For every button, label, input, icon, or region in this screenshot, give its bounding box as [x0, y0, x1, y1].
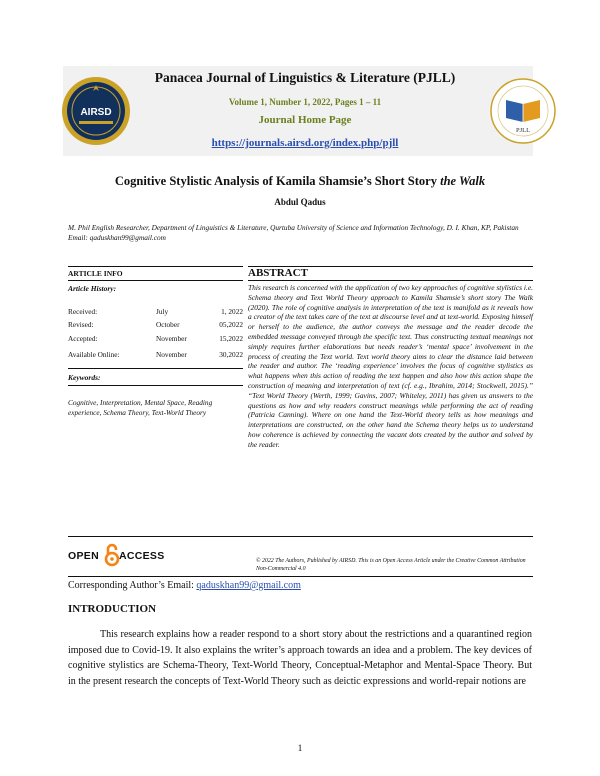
divider [68, 536, 533, 537]
license-statement: © 2022 The Authors, Published by AIRSD. This is an Open Access Article under the Creative Common Attribution Non-Commercial 4.0 [256, 558, 526, 572]
history-row [68, 350, 243, 360]
access-word: ACCESS [118, 550, 165, 562]
corresponding-email-link[interactable]: qaduskhan99@gmail.com [196, 580, 301, 591]
svg-text:AIRSD: AIRSD [80, 107, 112, 118]
paper-title [60, 174, 540, 189]
divider [248, 280, 533, 281]
pjll-logo [490, 78, 556, 144]
history-date: 05,2022 [219, 320, 243, 329]
history-month: October [156, 320, 180, 329]
journal-title: Panacea Journal of Linguistics & Literature (PJLL) [154, 70, 456, 85]
page-number: 1 [297, 744, 303, 754]
keywords-list: Cognitive, Interpretation, Mental Space, Reading experience, Schema Theory, Text-World Theory [68, 398, 213, 417]
paper-title-italic: the Walk [440, 174, 486, 188]
history-month: July [156, 307, 169, 316]
history-date: 15,2022 [219, 334, 243, 343]
divider [68, 385, 243, 386]
history-row [68, 307, 243, 317]
history-month: November [156, 350, 187, 359]
history-label: Revised: [68, 320, 94, 329]
article-history-heading: Article History: [68, 284, 117, 293]
article-info-heading: ARTICLE INFO [68, 269, 123, 278]
history-date: 30,2022 [219, 350, 243, 359]
author-affiliation: M. Phil English Researcher, Department of Linguistics & Literature, Qurtuba University of Science and Information Technology, D. I. Khan, KP, Pakistan Email: qaduskhan99@gmail.com [68, 223, 519, 242]
history-label: Available Online: [68, 350, 120, 359]
corresponding-label: Corresponding Author’s Email: [68, 580, 197, 591]
open-access-word: OPEN [68, 550, 99, 562]
history-row [68, 334, 243, 344]
journal-url-link[interactable]: https://journals.airsd.org/index.php/pjll [211, 137, 399, 149]
volume-info: Volume 1, Number 1, 2022, Pages 1 – 11 [228, 97, 382, 107]
history-label: Received: [68, 307, 98, 316]
author-name: Abdul Qadus [274, 197, 326, 207]
paper-title-main: Cognitive Stylistic Analysis of Kamila Shamsie’s Short Story [114, 174, 441, 188]
history-month: November [156, 334, 187, 343]
introduction-heading: INTRODUCTION [68, 603, 157, 615]
keywords-heading: Keywords: [68, 373, 101, 382]
history-date: 1, 2022 [221, 307, 243, 316]
divider [68, 576, 533, 577]
abstract-heading: ABSTRACT [248, 267, 308, 279]
abstract-text: This research is concerned with the application of two key approaches of cognitive stylistics i.e. Schema theory and Text World Theory approach to Kamila Shamsie’s short story The Walk (2020). The role of cognitive analysis in interpretation of the text is manifold as it reveals how a creator of the text takes care of the text at discourse level and at text-world. Exposing himself or herself to the audience, the author conveys the message and the reader decode the embedded message conveyed through the specific text. Thus constructing textual meanings not simply requires further elaborations but needs reader’s ‘mental space’ involvement in the process of creating the Text world. Text world theory aims to clear the distance laid between the reader and author. The ‘reading experience’ involves the focus of cognitive stylistics as what happens when this action of reading the text happen and also how this action shape the construction of meaning and interpretation of text (cf. e.g., Ibrahim, 2014; Stockwell, 2015).” “Text World Theory (Werth, 1999; Gavins, 2007; Whiteley, 2011) has given us answers to the questions as how and why readers construct meanings while performing the act of reading (Patricia Canning). Where on one hand the Text-World theory tells us how meanings and interpretations are constructed, on the other hand the Schema theory helps us to understand how coherence is achieved by connecting the vacant dots created by the author and solved by the reader. [248, 283, 533, 449]
journal-home-label: Journal Home Page [258, 114, 352, 126]
airsd-logo [61, 76, 131, 146]
history-label: Accepted: [68, 334, 98, 343]
open-lock-icon [104, 543, 120, 567]
divider [68, 280, 243, 281]
svg-text:PJLL: PJLL [515, 127, 531, 134]
divider [68, 266, 243, 267]
corresponding-author [68, 580, 301, 591]
introduction-text: This research explains how a reader respond to a short story about the restrictions and a quarantined region imposed due to Covid-19. It also explains the writer’s approach towards an idea and a problem. The key devices of cognitive stylistics are Schema-Theory, Text-World Theory, Conceptual-Metaphor and Mental-Space Theory. But in the present research the concepts of Text-World Theory such as deictic expressions and world-repair notions are [68, 629, 532, 687]
history-row [68, 320, 243, 330]
divider [68, 368, 243, 369]
